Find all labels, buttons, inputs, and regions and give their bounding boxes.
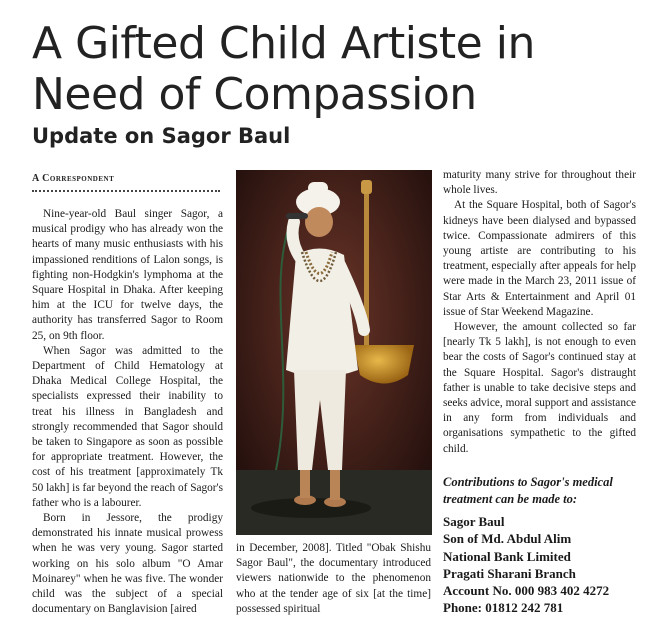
bank-branch: Pragati Sharani Branch <box>443 565 576 581</box>
bank-details <box>443 513 653 617</box>
article-column-3 <box>443 168 636 457</box>
child-singer-illustration <box>236 170 432 535</box>
article-paragraph: in December, 2008]. Titled "Obak Shishu Sagor Baul", the documentary introduced viewers nationwide to the phenomenon who at the tender age of six [at the time] possessed spiritual <box>236 542 431 615</box>
article-paragraph: Born in Jessore, the prodigy demonstrated his innate musical prowess when he was very young. Sagor started working on his solo album "O Amar Moinarey" when he was five. The wonder child was the subject of a special documentary on Banglavision [aired <box>32 512 223 616</box>
article-paragraph: maturity many strive for throughout their whole lives. <box>443 169 636 197</box>
article-column-1 <box>32 207 223 617</box>
performer-photo <box>236 170 432 535</box>
recipient-father: Son of Md. Abdul Alim <box>443 531 572 547</box>
headline: A Gifted Child Artiste in Need of Compassion <box>32 18 535 120</box>
contributions-heading: Contributions to Sagor's medical treatment can be made to: <box>443 475 613 506</box>
article-paragraph: At the Square Hospital, both of Sagor's kidneys have been dialysed and bypassed twice. Compassionate admirers of this young artiste are contributing to his treatment, especially after appeals for help were made in the March 23, 2011 issue of Star Arts & Entertainment and April 01 issue of Star Weekend Magazine. <box>443 199 636 318</box>
article-paragraph: When Sagor was admitted to the Department of Child Hematology at Dhaka Medical College Hospital, the specialists expressed their inability to treat his illness in Bangladesh and strongly recommended that Sagor should be taken to Singapore as soon as possible for appropriate treatment. However, the cost of his treatment [approximately Tk 50 lakh] is far beyond the reach of Sagor's father who is a labourer. <box>32 344 223 509</box>
account-number: Account No. 000 983 402 4272 <box>443 583 610 599</box>
bank-name: National Bank Limited <box>443 548 571 564</box>
recipient-name: Sagor Baul <box>443 514 505 529</box>
article-paragraph: However, the amount collected so far [nearly Tk 5 lakh], is not enough to even bear the costs of Sagor's continued stay at the Square Hospital. Sagor's distraught father is unable to take decisive steps and seeks advice, moral support and assistance in any form from individuals and organisations sympathetic to the gifted child. <box>443 321 636 455</box>
article-column-2 <box>236 541 431 617</box>
byline: A Correspondent <box>32 173 115 184</box>
subheadline: Update on Sagor Baul <box>32 124 291 148</box>
byline-divider <box>32 190 220 192</box>
article-paragraph: Nine-year-old Baul singer Sagor, a musical prodigy who has already won the hearts of many music enthusiasts with his impassioned renditions of Lalon songs, is fighting non-Hodgkin's lymphoma at the Square Hospital in Dhaka. After keeping him at the ICU for twelve days, the authority has transferred Sagor to Room 25, on 9th floor. <box>32 208 223 342</box>
phone-number: Phone: 01812 242 781 <box>443 600 564 616</box>
